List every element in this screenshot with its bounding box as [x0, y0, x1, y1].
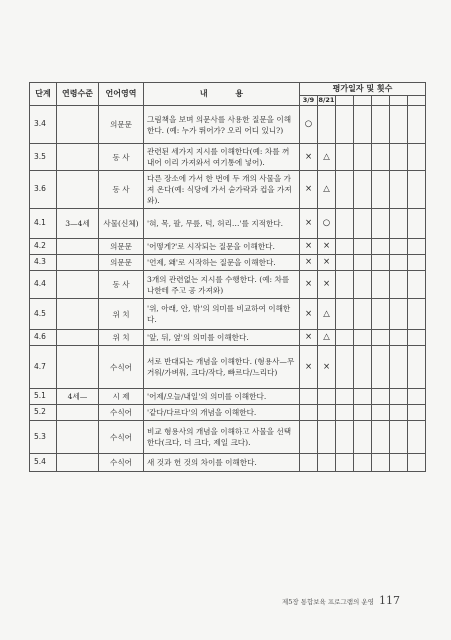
table-row	[30, 106, 426, 144]
page-number: 117	[379, 594, 400, 607]
table-row	[30, 271, 426, 299]
cell-mark	[390, 106, 408, 144]
cell-area: 사물(신체)	[99, 209, 144, 239]
cell-stage: 3.4	[30, 106, 57, 144]
cell-mark: ×	[318, 346, 336, 389]
cell-mark	[408, 144, 426, 171]
cell-area: 의문문	[99, 239, 144, 255]
cell-mark: △	[318, 330, 336, 346]
cell-mark	[372, 330, 390, 346]
header-date-2: 8/21	[318, 95, 335, 104]
cell-stage: 5.2	[30, 405, 57, 421]
cell-mark: ×	[300, 144, 318, 171]
header-date-6	[390, 95, 408, 105]
cell-mark	[336, 330, 354, 346]
cell-mark	[390, 271, 408, 299]
cell-content: 그림책을 보며 의문사를 사용한 질문을 이해한다. (예: 누가 뛰어가? 오리 어디 있니?)	[144, 106, 300, 144]
table-row	[30, 389, 426, 405]
cell-mark	[354, 421, 372, 454]
cell-content: 서로 반대되는 개념을 이해한다. (형용사—무거워/가벼워, 크다/작다, 빠르다/느리다)	[144, 346, 300, 389]
cell-mark	[408, 209, 426, 239]
cell-mark: ×	[300, 255, 318, 271]
cell-mark	[300, 421, 318, 454]
cell-mark	[372, 389, 390, 405]
cell-mark	[318, 421, 336, 454]
cell-mark	[390, 209, 408, 239]
header-date-1: 3/9	[300, 95, 318, 105]
cell-mark	[336, 106, 354, 144]
cell-stage: 4.1	[30, 209, 57, 239]
cell-mark: △	[318, 171, 336, 209]
cell-mark	[354, 271, 372, 299]
cell-stage: 3.5	[30, 144, 57, 171]
cell-mark	[372, 346, 390, 389]
cell-stage: 4.4	[30, 271, 57, 299]
cell-mark	[354, 299, 372, 330]
table-row	[30, 171, 426, 209]
cell-mark: △	[318, 144, 336, 171]
header-date-5	[372, 95, 390, 105]
cell-mark	[300, 454, 318, 472]
cell-mark	[408, 454, 426, 472]
cell-content: '혀, 목, 팔, 무릎, 턱, 허리…'를 지적한다.	[144, 209, 300, 239]
cell-mark: ×	[300, 330, 318, 346]
cell-mark	[390, 389, 408, 405]
cell-mark	[408, 389, 426, 405]
header-date-4	[354, 95, 372, 105]
cell-mark	[372, 106, 390, 144]
table-body	[30, 106, 426, 472]
cell-stage: 5.4	[30, 454, 57, 472]
cell-mark: ○	[318, 209, 336, 239]
cell-mark	[354, 171, 372, 209]
cell-level	[57, 255, 99, 271]
cell-mark	[318, 106, 336, 144]
cell-mark	[408, 255, 426, 271]
cell-area: 위 치	[99, 330, 144, 346]
table-row	[30, 255, 426, 271]
cell-mark: ×	[318, 255, 336, 271]
header-level: 연령수준	[57, 83, 99, 106]
cell-mark	[336, 271, 354, 299]
cell-content: 다른 장소에 가서 한 번에 두 개의 사물을 가져 온다(예: 식당에 가서 숟가락과 컵을 가져 와).	[144, 171, 300, 209]
cell-mark: ○	[300, 106, 318, 144]
evaluation-table-wrapper	[29, 82, 425, 472]
cell-mark	[336, 405, 354, 421]
cell-mark	[390, 144, 408, 171]
table-row	[30, 454, 426, 472]
cell-mark	[390, 255, 408, 271]
cell-level	[57, 171, 99, 209]
cell-stage: 5.1	[30, 389, 57, 405]
cell-area: 수식어	[99, 405, 144, 421]
cell-mark: ×	[300, 299, 318, 330]
cell-area: 의문문	[99, 255, 144, 271]
cell-mark	[336, 299, 354, 330]
table-row	[30, 299, 426, 330]
cell-mark	[372, 209, 390, 239]
table-row	[30, 405, 426, 421]
cell-mark	[390, 405, 408, 421]
cell-mark	[372, 255, 390, 271]
cell-stage: 3.6	[30, 171, 57, 209]
cell-stage: 4.3	[30, 255, 57, 271]
cell-content: 3개의 관련없는 지시를 수행한다. (예: 차를 나한테 주고 공 가져와)	[144, 271, 300, 299]
cell-mark	[336, 144, 354, 171]
cell-level: 4세—	[57, 389, 99, 405]
cell-mark	[408, 405, 426, 421]
cell-area: 위 치	[99, 299, 144, 330]
cell-mark	[336, 171, 354, 209]
cell-content: '어떻게?'로 시작되는 질문을 이해한다.	[144, 239, 300, 255]
cell-area: 수식어	[99, 346, 144, 389]
cell-mark	[408, 171, 426, 209]
cell-level	[57, 405, 99, 421]
cell-mark	[354, 389, 372, 405]
evaluation-table	[29, 82, 426, 472]
cell-mark	[372, 144, 390, 171]
cell-content: '언제, 왜'로 시작하는 질문을 이해한다.	[144, 255, 300, 271]
cell-stage: 4.6	[30, 330, 57, 346]
cell-level: 3—4세	[57, 209, 99, 239]
cell-mark: ×	[300, 346, 318, 389]
cell-mark: ×	[300, 271, 318, 299]
cell-mark	[354, 330, 372, 346]
cell-area: 동 사	[99, 144, 144, 171]
cell-mark	[354, 346, 372, 389]
header-area: 언어영역	[99, 83, 144, 106]
cell-level	[57, 421, 99, 454]
cell-mark: ×	[318, 239, 336, 255]
cell-mark	[372, 299, 390, 330]
cell-content: 비교 형용사의 개념을 이해하고 사물을 선택한다(크다, 더 크다, 제일 크다).	[144, 421, 300, 454]
cell-mark	[336, 389, 354, 405]
cell-mark	[300, 405, 318, 421]
cell-stage: 4.5	[30, 299, 57, 330]
cell-level	[57, 346, 99, 389]
header-evaluation: 평가일자 및 횟수	[300, 83, 426, 96]
cell-mark	[408, 330, 426, 346]
footer-chapter: 제5장 통합보육 프로그램의 운영	[281, 598, 374, 606]
cell-level	[57, 239, 99, 255]
cell-mark	[318, 405, 336, 421]
cell-mark	[408, 271, 426, 299]
cell-level	[57, 271, 99, 299]
cell-mark	[300, 389, 318, 405]
cell-stage: 4.7	[30, 346, 57, 389]
cell-content: 새 것과 헌 것의 차이를 이해한다.	[144, 454, 300, 472]
table-row	[30, 330, 426, 346]
cell-mark	[372, 421, 390, 454]
cell-mark	[336, 346, 354, 389]
cell-mark	[372, 454, 390, 472]
cell-area: 동 사	[99, 271, 144, 299]
cell-mark: △	[318, 299, 336, 330]
cell-content: '앞, 뒤, 옆'의 의미를 이해한다.	[144, 330, 300, 346]
cell-mark	[408, 299, 426, 330]
cell-area: 시 제	[99, 389, 144, 405]
cell-mark	[354, 106, 372, 144]
cell-mark	[390, 171, 408, 209]
cell-level	[57, 106, 99, 144]
cell-stage: 4.2	[30, 239, 57, 255]
cell-mark	[318, 454, 336, 472]
cell-mark	[408, 421, 426, 454]
cell-mark	[372, 405, 390, 421]
cell-mark	[336, 239, 354, 255]
cell-mark	[336, 421, 354, 454]
cell-mark: ×	[300, 209, 318, 239]
cell-mark	[354, 454, 372, 472]
cell-level	[57, 144, 99, 171]
table-row	[30, 209, 426, 239]
cell-mark	[354, 209, 372, 239]
cell-mark	[318, 389, 336, 405]
cell-mark	[408, 346, 426, 389]
cell-content: 관련된 세가지 지시를 이해한다(예: 차를 꺼내어 이리 가져와서 여기통에 넣어).	[144, 144, 300, 171]
cell-level	[57, 299, 99, 330]
table-row	[30, 421, 426, 454]
cell-mark	[390, 299, 408, 330]
cell-mark	[372, 271, 390, 299]
cell-area: 수식어	[99, 454, 144, 472]
cell-mark	[390, 330, 408, 346]
cell-mark	[408, 106, 426, 144]
cell-mark	[354, 239, 372, 255]
table-row	[30, 144, 426, 171]
cell-stage: 5.3	[30, 421, 57, 454]
header-stage: 단계	[30, 83, 57, 106]
cell-mark	[390, 454, 408, 472]
cell-content: '위, 아래, 안, 밖'의 의미를 비교하여 이해한다.	[144, 299, 300, 330]
cell-level	[57, 330, 99, 346]
cell-content: '어제/오늘/내일'의 의미를 이해한다.	[144, 389, 300, 405]
cell-mark	[408, 239, 426, 255]
cell-mark: ×	[318, 271, 336, 299]
table-row	[30, 346, 426, 389]
page-footer	[250, 594, 400, 607]
header-date-7	[408, 95, 426, 105]
cell-area: 동 사	[99, 171, 144, 209]
cell-area: 수식어	[99, 421, 144, 454]
cell-area: 의문문	[99, 106, 144, 144]
cell-level	[57, 454, 99, 472]
cell-mark	[390, 239, 408, 255]
cell-content: '같다/다르다'의 개념을 이해한다.	[144, 405, 300, 421]
cell-mark	[336, 255, 354, 271]
header-content: 내 용	[144, 83, 300, 106]
cell-mark	[354, 405, 372, 421]
cell-mark	[354, 144, 372, 171]
cell-mark	[390, 346, 408, 389]
cell-mark: ×	[300, 171, 318, 209]
cell-mark	[390, 421, 408, 454]
table-row	[30, 239, 426, 255]
cell-mark	[336, 209, 354, 239]
cell-mark	[372, 239, 390, 255]
cell-mark: ×	[300, 239, 318, 255]
cell-mark	[354, 255, 372, 271]
cell-mark	[372, 171, 390, 209]
cell-mark	[336, 454, 354, 472]
header-date-3	[336, 95, 354, 105]
